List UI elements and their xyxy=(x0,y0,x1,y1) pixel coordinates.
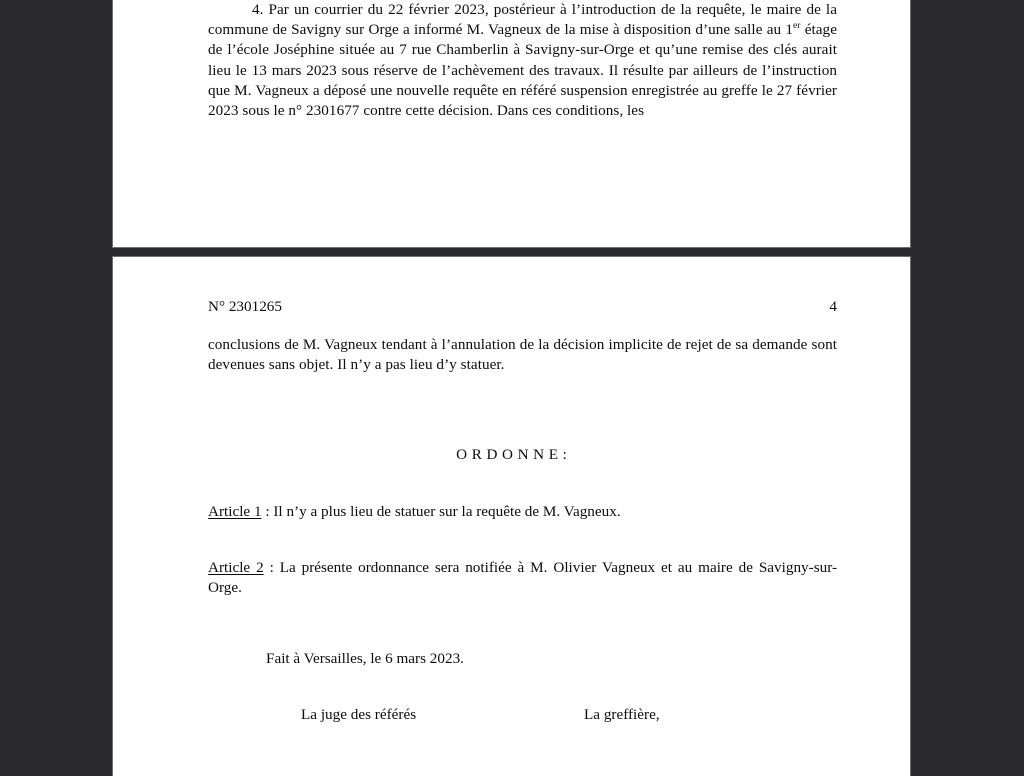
article-2 xyxy=(208,558,837,598)
page-number: 4 xyxy=(829,298,837,315)
paragraph-conclusions: conclusions de M. Vagneux tendant à l’annulation de la décision implicite de rejet de sa demande sont devenues sans objet. Il n’y a pas lieu d’y statuer. xyxy=(208,336,837,374)
ordinal-superscript: er xyxy=(793,21,801,32)
paragraph-point-4-part-2: étage de l’école Joséphine située au 7 rue Chamberlin à Savigny-sur-Orge et qu’une remise des clés aurait lieu le 13 mars 2023 sous réserve de l’achèvement des travaux. Il résulte par ailleurs de l’instruction que M. Vagneux a déposé une nouvelle requête en référé suspension enregistrée au greffe le 27 février 2023 sous le n° 2301677 contre cette décision. Dans ces conditions, les xyxy=(208,21,837,120)
signature-clerk-label: La greffière, xyxy=(584,706,660,723)
signature-judge-label: La juge des référés xyxy=(301,706,417,723)
place-and-date: Fait à Versailles, le 6 mars 2023. xyxy=(266,650,464,667)
document-page-previous xyxy=(112,0,911,248)
document-page-current xyxy=(112,256,911,776)
article-1-label: Article 1 xyxy=(208,503,262,520)
paragraph-point-4-part-1: 4. Par un courrier du 22 février 2023, postérieur à l’introduction de la requête, le maire de la commune de Savigny sur Orge a informé M. Vagneux de la mise à disposition d’une salle au 1 xyxy=(208,1,837,39)
article-1 xyxy=(208,502,837,522)
article-2-body: : La présente ordonnance sera notifiée à M. Olivier Vagneux et au maire de Savigny-sur-Orge. xyxy=(208,559,838,597)
article-1-body: : Il n’y a plus lieu de statuer sur la requête de M. Vagneux. xyxy=(261,503,621,520)
article-2-label: Article 2 xyxy=(208,559,264,576)
page-header xyxy=(208,297,837,317)
ordonne-heading: ORDONNE: xyxy=(456,446,572,463)
paragraph-point-4 xyxy=(208,0,837,121)
case-number: N° 2301265 xyxy=(208,298,282,315)
